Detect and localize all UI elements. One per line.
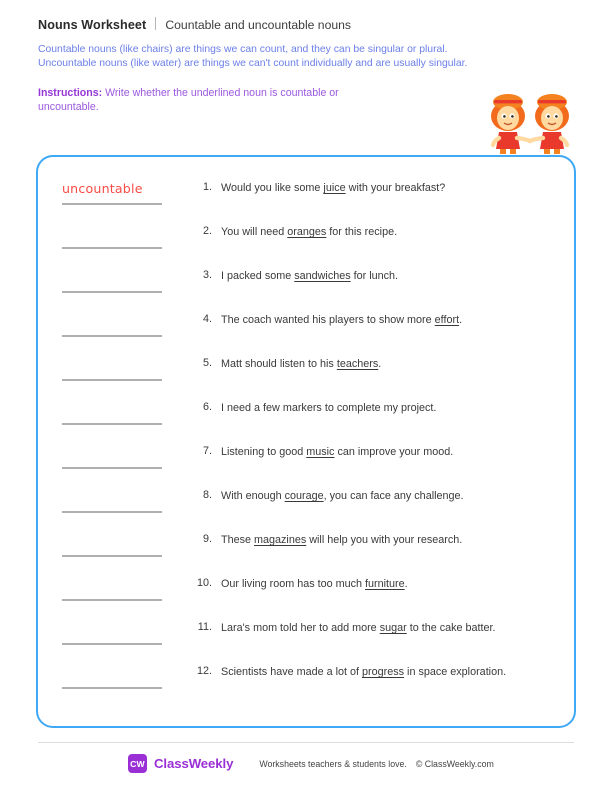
classweekly-logo-icon: CW — [128, 754, 147, 773]
question-text — [212, 223, 397, 240]
answer-blank-line — [62, 687, 162, 689]
answer-blank-line — [62, 599, 162, 601]
question-text-after: will help you with your research. — [306, 534, 463, 546]
question-number: 11. — [197, 621, 212, 633]
question-row — [38, 663, 574, 707]
question-text-before: Lara's mom told her to add more — [221, 622, 380, 634]
answer-blank-line — [62, 643, 162, 645]
question-row — [38, 355, 574, 399]
questions-card — [36, 155, 576, 728]
instructions-block — [38, 86, 368, 115]
title-separator — [155, 17, 156, 30]
worksheet-footer — [38, 742, 574, 773]
intro-line-1: Countable nouns (like chairs) are things we can count, and they can be singular or plural. — [38, 44, 448, 55]
question-text — [212, 619, 496, 636]
question-number: 2. — [202, 225, 212, 237]
question-row — [38, 179, 574, 223]
question-number: 1. — [202, 181, 212, 193]
underlined-noun: progress — [362, 666, 405, 678]
footer-copyright: © ClassWeekly.com — [415, 758, 494, 769]
underlined-noun: furniture — [365, 578, 405, 590]
title-subtitle: Countable and uncountable nouns — [165, 18, 352, 32]
question-row — [38, 619, 574, 663]
underlined-noun: juice — [323, 182, 346, 194]
question-text-after: for lunch. — [350, 270, 399, 282]
question-number: 8. — [202, 489, 212, 501]
question-number: 9. — [202, 533, 212, 545]
answer-blank-line — [62, 247, 162, 249]
question-row — [38, 223, 574, 267]
question-text-before: Would you like some — [221, 182, 324, 194]
answer-blank-line — [62, 291, 162, 293]
question-text-after: for this recipe. — [326, 226, 398, 238]
question-number: 7. — [202, 445, 212, 457]
question-text — [212, 311, 462, 328]
question-text — [212, 179, 445, 196]
underlined-noun: sandwiches — [294, 270, 351, 282]
underlined-noun: music — [306, 446, 335, 458]
underlined-noun: teachers — [336, 358, 379, 370]
question-number: 12. — [196, 665, 212, 677]
underlined-noun: oranges — [287, 226, 327, 238]
answer-blank-line — [62, 335, 162, 337]
underlined-noun: effort — [434, 314, 460, 326]
answer-blank-line — [62, 511, 162, 513]
underlined-noun: courage — [284, 490, 324, 502]
answer-blank-line — [62, 467, 162, 469]
instructions-label: Instructions: — [38, 86, 103, 99]
answer-blank-line — [62, 203, 162, 205]
question-text-after: to the cake batter. — [406, 622, 496, 634]
question-row — [38, 443, 574, 487]
question-number: 10. — [196, 577, 212, 589]
questions-list — [38, 157, 574, 707]
title-main: Nouns Worksheet — [38, 18, 147, 32]
question-text-before: I packed some — [221, 270, 295, 282]
answer-cell[interactable] — [38, 179, 186, 197]
question-text — [212, 443, 453, 460]
question-number: 6. — [202, 401, 212, 413]
footer-tagline: Worksheets teachers & students love. — [259, 758, 407, 769]
question-text-after: can improve your mood. — [334, 446, 454, 458]
question-text — [212, 531, 462, 548]
question-row — [38, 531, 574, 575]
underlined-noun: magazines — [254, 534, 307, 546]
answer-text: uncountable — [62, 181, 143, 196]
question-text-after: . — [404, 578, 408, 590]
question-text — [212, 355, 381, 372]
question-row — [38, 311, 574, 355]
question-text-before: Our living room has too much — [221, 578, 366, 590]
question-number: 4. — [202, 313, 212, 325]
question-text — [212, 487, 464, 504]
question-row — [38, 487, 574, 531]
question-text — [212, 399, 436, 416]
question-text-before: Matt should listen to his — [221, 358, 337, 370]
footer-divider — [38, 742, 574, 743]
intro-line-2: Uncountable nouns (like water) are things we can't count individually and are usually singular. — [38, 58, 468, 70]
question-text-before: With enough — [221, 490, 285, 502]
question-text-before: Listening to good — [221, 446, 307, 458]
question-number: 5. — [202, 357, 212, 369]
question-text-before: Scientists have made a lot of — [221, 666, 363, 678]
question-row — [38, 399, 574, 443]
page-title — [38, 16, 576, 32]
question-text-after: . — [459, 314, 463, 326]
brand-name: ClassWeekly — [154, 756, 234, 771]
question-text — [212, 575, 408, 592]
question-row — [38, 267, 574, 311]
question-text — [212, 663, 506, 680]
instructions-text: Write whether the underlined noun is countable or uncountable. — [38, 86, 339, 114]
question-text-before: I need a few markers to complete my project. — [221, 402, 437, 414]
question-text-after: , you can face any challenge. — [323, 490, 464, 502]
question-text-before: These — [221, 534, 255, 546]
question-text-after: with your breakfast? — [345, 182, 446, 194]
underlined-noun: sugar — [379, 622, 407, 634]
kids-illustration-icon — [474, 88, 584, 160]
question-text — [212, 267, 398, 284]
question-text-before: You will need — [221, 226, 288, 238]
question-row — [38, 575, 574, 619]
question-number: 3. — [202, 269, 212, 281]
question-text-after: . — [378, 358, 382, 370]
question-text-after: in space exploration. — [404, 666, 507, 678]
answer-blank-line — [62, 423, 162, 425]
answer-blank-line — [62, 555, 162, 557]
intro-paragraph — [38, 43, 576, 72]
question-text-before: The coach wanted his players to show more — [221, 314, 435, 326]
answer-blank-line — [62, 379, 162, 381]
